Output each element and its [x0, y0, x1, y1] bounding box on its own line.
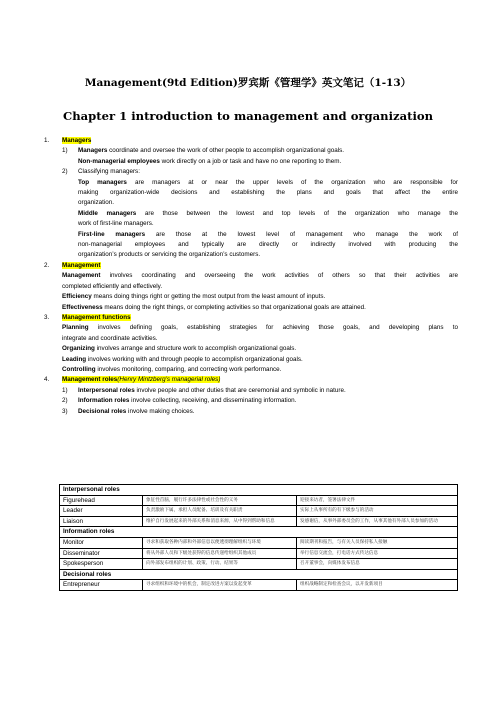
term: Leading	[62, 355, 87, 363]
definition: coordinate and oversee the work of other people to accomplish organizational goals.	[107, 147, 345, 155]
definition: are those at the lowest level of management who manage the work of	[145, 230, 458, 238]
term: Non-managerial employees	[78, 157, 160, 165]
list-item	[44, 407, 458, 417]
section-number: 1.	[44, 137, 50, 144]
role-activities: 召开董事会，向媒体发布信息	[297, 559, 458, 570]
table-row	[60, 537, 458, 548]
paragraph-line	[44, 365, 458, 375]
term: Interpersonal roles	[78, 386, 135, 394]
definition: involves arrange and structure work to accomplish organizational goals.	[94, 345, 297, 353]
term: Efficiency	[62, 293, 92, 301]
term: Decisional roles	[78, 407, 127, 415]
definition: are managers at or near the upper levels of the organization who are responsible for	[126, 178, 458, 186]
role-description: 将从外部人员和下级处获得的信息传递给组织其他成员	[143, 548, 297, 559]
term: Middle managers	[78, 209, 137, 217]
term: Controlling	[62, 365, 96, 373]
table-row	[60, 516, 458, 527]
definition: involve making choices.	[126, 407, 195, 415]
table-row	[60, 495, 458, 506]
paragraph-line	[44, 355, 458, 365]
section-title-note: (Henry Mintzberg’s managerial roles)	[117, 376, 221, 384]
paragraph-line	[44, 250, 458, 260]
paragraph-line	[44, 344, 458, 354]
section-3-heading	[44, 313, 458, 323]
table-row	[60, 559, 458, 570]
item-number: 2)	[62, 168, 68, 176]
paragraph-line	[44, 292, 458, 302]
definition: are those between the lowest and top levels of the organization who manage the	[136, 209, 458, 217]
paragraph-line	[44, 303, 458, 313]
role-description: 向外部发布组织的计划、政策、行动、结果等	[143, 559, 297, 570]
role-activities: 实际上从事所有的有下级参与的活动	[297, 506, 458, 517]
definition: work of first-line managers.	[78, 220, 154, 228]
table-row	[60, 506, 458, 517]
document-body	[44, 136, 458, 417]
table-group-row	[60, 569, 458, 580]
group-header: Interpersonal roles	[60, 485, 458, 496]
definition: means doing the right things, or completing activities so that organizational goals are attained.	[102, 303, 366, 311]
section-number: 2.	[44, 261, 50, 269]
term: Planning	[62, 324, 89, 332]
role-activities: 组织战略制定和检查会议，以开发新项目	[297, 580, 458, 591]
role-name: Liaison	[60, 516, 143, 527]
definition: organization.	[78, 199, 115, 207]
section-number: 3.	[44, 313, 50, 321]
definition: means doing things right or getting the most output from the least amount of inputs.	[91, 293, 326, 301]
paragraph-line	[44, 334, 458, 344]
paragraph-line	[44, 188, 458, 198]
section-title: Managers	[62, 137, 92, 144]
paragraph	[44, 157, 458, 167]
role-description: 象征性首脑，履行许多法律性或社会性的义务	[143, 495, 297, 506]
role-activities: 迎接来访者，签署法律文件	[297, 495, 458, 506]
table-row	[60, 548, 458, 559]
section-number: 4.	[44, 376, 50, 384]
item-number: 2)	[62, 397, 68, 405]
paragraph-line	[44, 271, 458, 281]
term: Management	[62, 272, 101, 280]
term: First-line managers	[78, 230, 146, 238]
role-name: Figurehead	[60, 495, 143, 506]
section-title: Management	[62, 261, 101, 269]
group-header: Information roles	[60, 527, 458, 538]
role-description: 负责激励下属，承担人员配备、培训及有关职责	[143, 506, 297, 517]
paragraph-line	[44, 240, 458, 250]
role-activities: 发感谢信，从事外部委员会的工作，从事其他有外部人员参加的活动	[297, 516, 458, 527]
role-name: Monitor	[60, 537, 143, 548]
roles-table	[59, 484, 458, 591]
table-group-row	[60, 485, 458, 496]
list-item	[44, 167, 458, 177]
definition: non-managerial employees and typically are directly or indirectly involved with producing the	[78, 241, 458, 249]
table-row	[60, 580, 458, 591]
document-title: Management(9td Edition)罗宾斯《管理学》英文笔记（1-13）	[84, 77, 412, 89]
term: Managers	[78, 147, 108, 155]
role-name: Entrepreneur	[60, 580, 143, 591]
definition: making organization-wide decisions and establishing the plans and goals that affect the entire	[78, 189, 458, 197]
paragraph-line	[44, 230, 458, 240]
role-description: 寻求和获取各种内部和外部信息以便透彻理解组织与环境	[143, 537, 297, 548]
term: Top managers	[78, 178, 127, 186]
group-header: Decisional roles	[60, 569, 458, 580]
list-item	[44, 386, 458, 396]
table-group-row	[60, 527, 458, 538]
definition: completed efficiently and effectively.	[62, 282, 163, 290]
section-2-heading	[44, 261, 458, 271]
list-item	[44, 396, 458, 406]
chapter-title: Chapter 1 introduction to management and organization	[62, 109, 434, 123]
definition: involves coordinating and overseeing the work activities of others so that their activities are	[100, 272, 458, 280]
definition: involves defining goals, establishing strategies for achieving those goals, and developing plans to	[88, 324, 458, 332]
role-description: 寻求组织和环境中的机会，制定改进方案以发起变革	[143, 580, 297, 591]
definition: involves monitoring, comparing, and correcting work performance.	[95, 365, 282, 373]
item-number: 1)	[62, 386, 68, 394]
definition: involve collecting, receiving, and disseminating information.	[129, 397, 297, 405]
paragraph-line	[44, 198, 458, 208]
paragraph-line	[44, 282, 458, 292]
paragraph-line	[44, 178, 458, 188]
definition: organization’s products or servicing the organization’s customers.	[78, 251, 261, 259]
list-item	[44, 146, 458, 156]
item-text: Classifying managers:	[78, 168, 140, 176]
section-title: Management roles	[62, 376, 118, 384]
definition: work directly on a job or task and have no one reporting to them.	[159, 157, 342, 165]
section-1-heading	[44, 136, 458, 146]
section-4-heading	[44, 375, 458, 385]
definition: involves working with and through people to accomplish organizational goals.	[86, 355, 303, 363]
term: Information roles	[78, 397, 130, 405]
paragraph-line	[44, 219, 458, 229]
role-activities: 举行信息交流会，打电话方式传达信息	[297, 548, 458, 559]
role-name: Disseminator	[60, 548, 143, 559]
role-description: 维护自行发展起来的外部关系和消息来源，从中得到帮助和信息	[143, 516, 297, 527]
term: Effectiveness	[62, 303, 103, 311]
role-activities: 阅读期刊和报告，与有关人员保持私人接触	[297, 537, 458, 548]
definition: involve people and other duties that are ceremonial and symbolic in nature.	[134, 386, 346, 394]
section-title: Management functions	[62, 313, 131, 321]
definition: integrate and coordinate activities.	[62, 334, 158, 342]
item-number: 3)	[62, 407, 68, 415]
role-name: Leader	[60, 506, 143, 517]
role-name: Spokesperson	[60, 559, 143, 570]
term: Organizing	[62, 345, 95, 353]
item-number: 1)	[62, 147, 68, 155]
paragraph-line	[44, 209, 458, 219]
paragraph-line	[44, 323, 458, 333]
